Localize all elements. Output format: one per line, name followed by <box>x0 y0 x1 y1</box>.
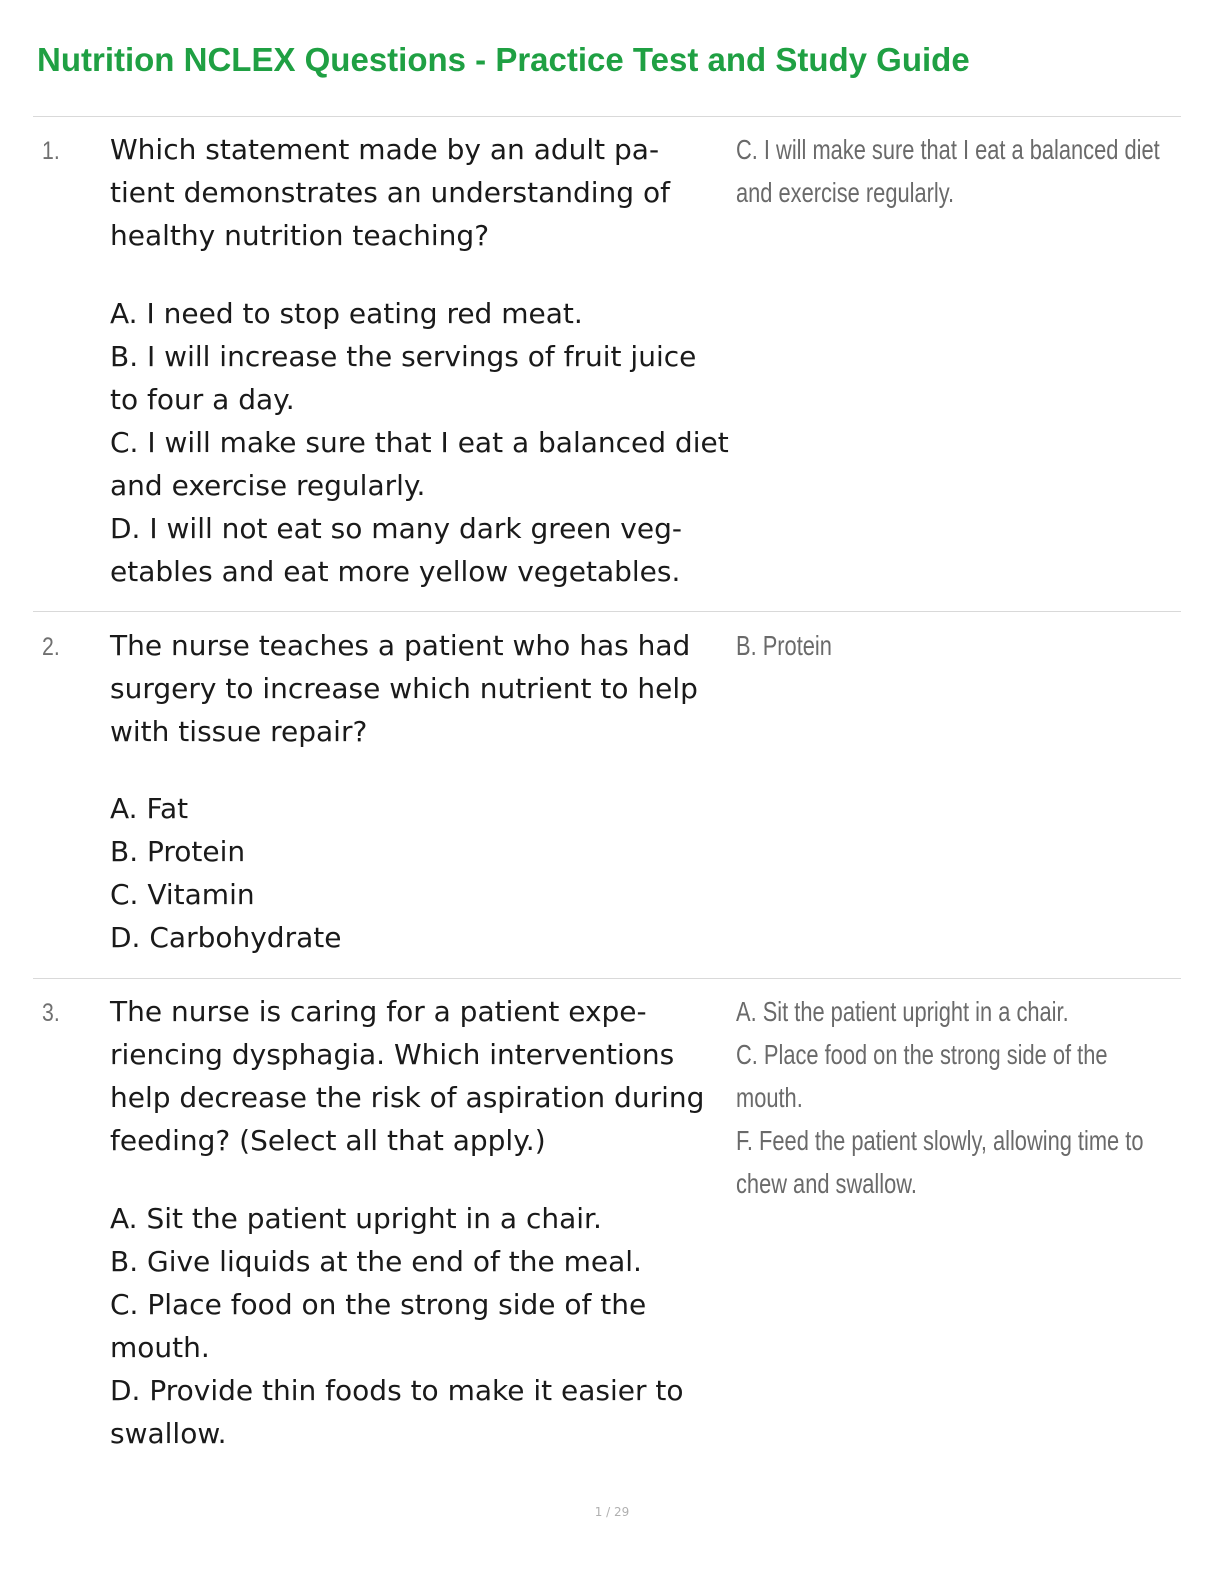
question-text-line: help decrease the risk of aspiration during <box>110 1081 705 1114</box>
correct-answer <box>736 128 1186 214</box>
answer-line: and exercise regularly. <box>736 177 955 208</box>
question-number: 1. <box>42 137 60 165</box>
option-line: A. Fat <box>110 792 189 825</box>
option-line: B. I will increase the servings of fruit juice <box>110 340 697 373</box>
option-line: A. I need to stop eating red meat. <box>110 297 583 330</box>
question-text-line: The nurse teaches a patient who has had <box>110 629 691 662</box>
option-line: and exercise regularly. <box>110 469 426 502</box>
divider <box>33 116 1181 117</box>
correct-answer <box>736 624 1186 667</box>
option-line: etables and eat more yellow vegetables. <box>110 555 681 588</box>
option-line: D. Carbohydrate <box>110 921 342 954</box>
question-text <box>110 990 704 1162</box>
question-number: 2. <box>42 633 60 661</box>
divider <box>33 611 1181 612</box>
question-text-line: The nurse is caring for a patient expe- <box>110 995 647 1028</box>
answer-line: C. I will make sure that I eat a balanced diet <box>736 134 1160 165</box>
option-line: swallow. <box>110 1417 227 1450</box>
answer-options <box>110 787 341 959</box>
answer-line: A. Sit the patient upright in a chair. <box>736 996 1069 1027</box>
option-line: to four a day. <box>110 383 295 416</box>
answer-options <box>110 292 729 593</box>
answer-line: F. Feed the patient slowly, allowing time to <box>736 1125 1144 1156</box>
option-line: A. Sit the patient upright in a chair. <box>110 1202 602 1235</box>
page-indicator: 1 / 29 <box>594 1505 630 1519</box>
question-text-line: healthy nutrition teaching? <box>110 219 490 252</box>
question-text-line: feeding? (Select all that apply.) <box>110 1124 546 1157</box>
question-number: 3. <box>42 999 60 1027</box>
option-line: D. Provide thin foods to make it easier to <box>110 1374 684 1407</box>
question-text <box>110 624 698 753</box>
answer-options <box>110 1197 684 1455</box>
question-text-line: Which statement made by an adult pa- <box>110 133 660 166</box>
option-line: C. Place food on the strong side of the <box>110 1288 647 1321</box>
answer-line: B. Protein <box>736 630 832 661</box>
question-text-line: riencing dysphagia. Which interventions <box>110 1038 675 1071</box>
option-line: C. Vitamin <box>110 878 255 911</box>
question-text-line: with tissue repair? <box>110 715 368 748</box>
option-line: B. Give liquids at the end of the meal. <box>110 1245 642 1278</box>
option-line: B. Protein <box>110 835 246 868</box>
option-line: mouth. <box>110 1331 210 1364</box>
divider <box>33 978 1181 979</box>
option-line: D. I will not eat so many dark green veg- <box>110 512 682 545</box>
answer-line: chew and swallow. <box>736 1168 917 1199</box>
option-line: C. I will make sure that I eat a balanced diet <box>110 426 729 459</box>
question-text-line: surgery to increase which nutrient to help <box>110 672 698 705</box>
answer-line: mouth. <box>736 1082 803 1113</box>
question-text-line: tient demonstrates an understanding of <box>110 176 670 209</box>
question-text <box>110 128 670 257</box>
document-title: Nutrition NCLEX Questions - Practice Test and Study Guide <box>37 41 970 78</box>
correct-answer <box>736 990 1186 1205</box>
answer-line: C. Place food on the strong side of the <box>736 1039 1108 1070</box>
